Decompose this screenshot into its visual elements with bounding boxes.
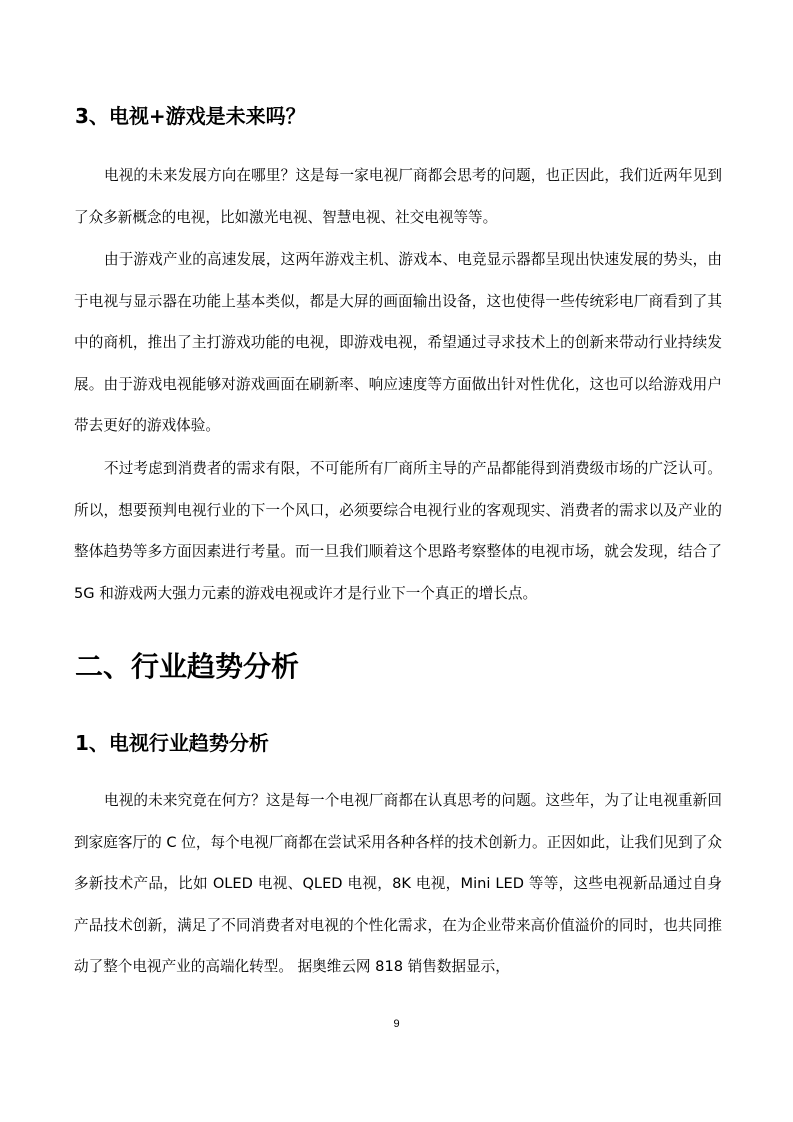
subheading-tv-industry-trend: 1、电视行业趋势分析 (75, 731, 269, 755)
paragraph-game-industry-growth: 由于游戏产业的高速发展，这两年游戏主机、游戏本、电竞显示器都呈现出快速发展的势头，由于电视与显示器在功能上基本类似，都是大屏的画面输出设备，这也使得一些传统彩电厂商看到了其中的商机，推出了主打游戏功能的电视，即游戏电视，希望通过寻求技术上的创新来带动行业持续发展。由于游戏电视能够对游戏画面在刷新率、响应速度等方面做出针对性优化，这也可以给游戏用户带去更好的游戏体验。 (74, 251, 722, 435)
paragraph-tv-technology-innovation: 电视的未来究竟在何方？这是每一个电视厂商都在认真思考的问题。这些年，为了让电视重新回到家庭客厅的 C 位，每个电视厂商都在尝试采用各种各样的技术创新力。正因如此，让我们见到了众多新技术产品，比如 OLED 电视、QLED 电视，8K 电视，Mini LED 等等，这些电视新品通过自身产品技术创新，满足了不同消费者对电视的个性化需求，在为企业带来高价值溢价的同时，也共同推动了整个电视产业的高端化转型。 据奥维云网 818 销售数据显示， (74, 792, 722, 976)
heading-industry-trend-analysis: 二、行业趋势分析 (75, 650, 300, 683)
page-number: 9 (393, 1018, 400, 1030)
subheading-tv-games-future: 3、电视+游戏是未来吗？ (75, 104, 306, 128)
paragraph-consumer-demand: 不过考虑到消费者的需求有限，不可能所有厂商所主导的产品都能得到消费级市场的广泛认可。所以，想要预判电视行业的下一个风口，必须要综合电视行业的客观现实、消费者的需求以及产业的整体趋势等多方面因素进行考量。而一旦我们顺着这个思路考察整体的电视市场，就会发现，结合了 5G 和游戏两大强力元素的游戏电视或许才是行业下一个真正的增长点。 (74, 460, 722, 602)
paragraph-tv-future-direction: 电视的未来发展方向在哪里？这是每一家电视厂商都会思考的问题，也正因此，我们近两年见到了众多新概念的电视，比如激光电视、智慧电视、社交电视等等。 (74, 167, 722, 226)
